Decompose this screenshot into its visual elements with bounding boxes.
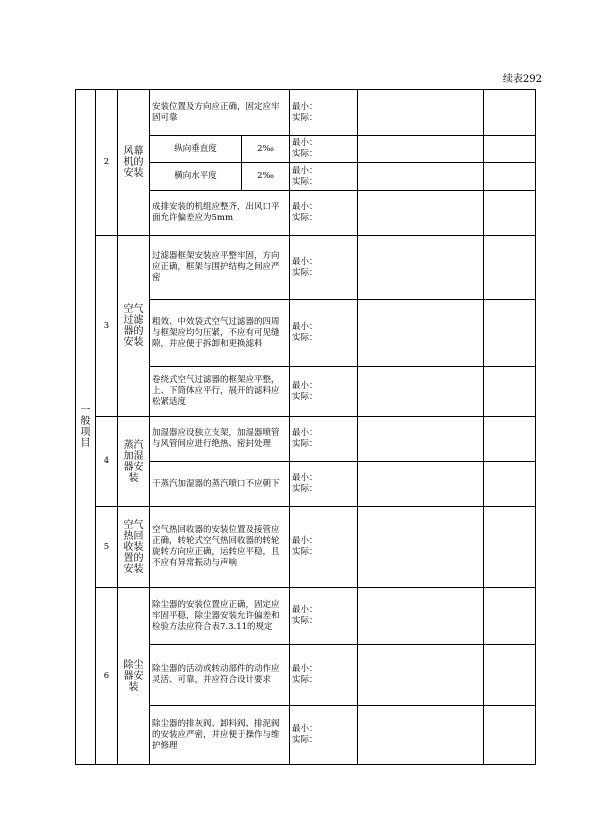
category-general-items: 一 般 项 目	[76, 90, 96, 765]
value-label: 最小： 实际：	[290, 462, 358, 507]
inspection-item: 卷绕式空气过滤器的框架应平整，上、下筒体应平行，展开的滤料应松紧适度	[150, 367, 290, 417]
result-cell[interactable]	[484, 90, 536, 136]
row-number: 2	[96, 90, 118, 236]
value-label: 最小： 实际：	[290, 507, 358, 588]
record-cell[interactable]	[358, 462, 484, 507]
inspection-item: 成排安装的机组应整齐，出风口平面允许偏差应为5mm	[150, 191, 290, 236]
value-label: 最小： 实际：	[290, 191, 358, 236]
record-cell[interactable]	[358, 191, 484, 236]
value-label: 最小： 实际：	[290, 90, 358, 136]
record-cell[interactable]	[358, 588, 484, 645]
value-label: 最小： 实际：	[290, 300, 358, 367]
record-cell[interactable]	[358, 367, 484, 417]
inspection-item: 除尘器的安装位置应正确，固定应牢固平稳，除尘器安装允许偏差和检验方法应符合表7.3.11的规定	[150, 588, 290, 645]
row-number: 6	[96, 588, 118, 765]
record-cell[interactable]	[358, 136, 484, 163]
inspection-item: 干蒸汽加湿器的蒸汽喷口不应朝下	[150, 462, 290, 507]
value-label: 最小： 实际：	[290, 236, 358, 300]
result-cell[interactable]	[484, 136, 536, 163]
inspection-table	[75, 89, 536, 765]
record-cell[interactable]	[358, 300, 484, 367]
record-cell[interactable]	[358, 417, 484, 462]
value-label: 最小： 实际：	[290, 136, 358, 163]
continued-table-label: 续表292	[502, 74, 542, 85]
value-label: 最小： 实际：	[290, 645, 358, 706]
result-cell[interactable]	[484, 462, 536, 507]
row-number: 3	[96, 236, 118, 417]
record-cell[interactable]	[358, 236, 484, 300]
value-label: 最小： 实际：	[290, 588, 358, 645]
group-name: 蒸汽 加湿 器安 装	[118, 417, 150, 507]
inspection-item: 过滤器框架安装应平整牢固，方向应正确，框架与围护结构之间应严密	[150, 236, 290, 300]
result-cell[interactable]	[484, 645, 536, 706]
inspection-item: 加湿器应设独立支架，加湿器喷管与风管间应进行绝热、密封处理	[150, 417, 290, 462]
value-label: 最小： 实际：	[290, 163, 358, 191]
result-cell[interactable]	[484, 236, 536, 300]
inspection-item: 空气热回收器的安装位置及接管应正确，转轮式空气热回收器的转轮旋转方向应正确，运转应平稳，且不应有异常振动与声响	[150, 507, 290, 588]
inspection-item: 粗效、中效袋式空气过滤器的四周与框架应均匀压紧，不应有可见缝隙，并应便于拆卸和更换滤料	[150, 300, 290, 367]
result-cell[interactable]	[484, 300, 536, 367]
row-number: 5	[96, 507, 118, 588]
sub-item-label: 纵向垂直度	[150, 136, 242, 163]
row-number: 4	[96, 417, 118, 507]
group-name: 空气 过滤 器的 安装	[118, 236, 150, 417]
result-cell[interactable]	[484, 417, 536, 462]
sub-item-value: 2‰	[242, 136, 290, 163]
group-name: 除尘 器安 装	[118, 588, 150, 765]
result-cell[interactable]	[484, 588, 536, 645]
inspection-item: 除尘器的排灰阀、卸料阀、排泥阀的安装应严密，并应便于操作与维护修理	[150, 706, 290, 765]
value-label: 最小： 实际：	[290, 417, 358, 462]
record-cell[interactable]	[358, 645, 484, 706]
record-cell[interactable]	[358, 90, 484, 136]
sub-item-value: 2‰	[242, 163, 290, 191]
result-cell[interactable]	[484, 706, 536, 765]
result-cell[interactable]	[484, 367, 536, 417]
value-label: 最小： 实际：	[290, 706, 358, 765]
group-name: 空气 热回 收装 置的 安装	[118, 507, 150, 588]
record-cell[interactable]	[358, 706, 484, 765]
inspection-item: 除尘器的活动或转动部件的动作应灵活、可靠，并应符合设计要求	[150, 645, 290, 706]
result-cell[interactable]	[484, 507, 536, 588]
inspection-item: 安装位置及方向应正确，固定应牢固可靠	[150, 90, 290, 136]
record-cell[interactable]	[358, 507, 484, 588]
result-cell[interactable]	[484, 163, 536, 191]
group-name: 风幕 机的 安装	[118, 90, 150, 236]
value-label: 最小： 实际：	[290, 367, 358, 417]
record-cell[interactable]	[358, 163, 484, 191]
result-cell[interactable]	[484, 191, 536, 236]
sub-item-label: 横向水平度	[150, 163, 242, 191]
